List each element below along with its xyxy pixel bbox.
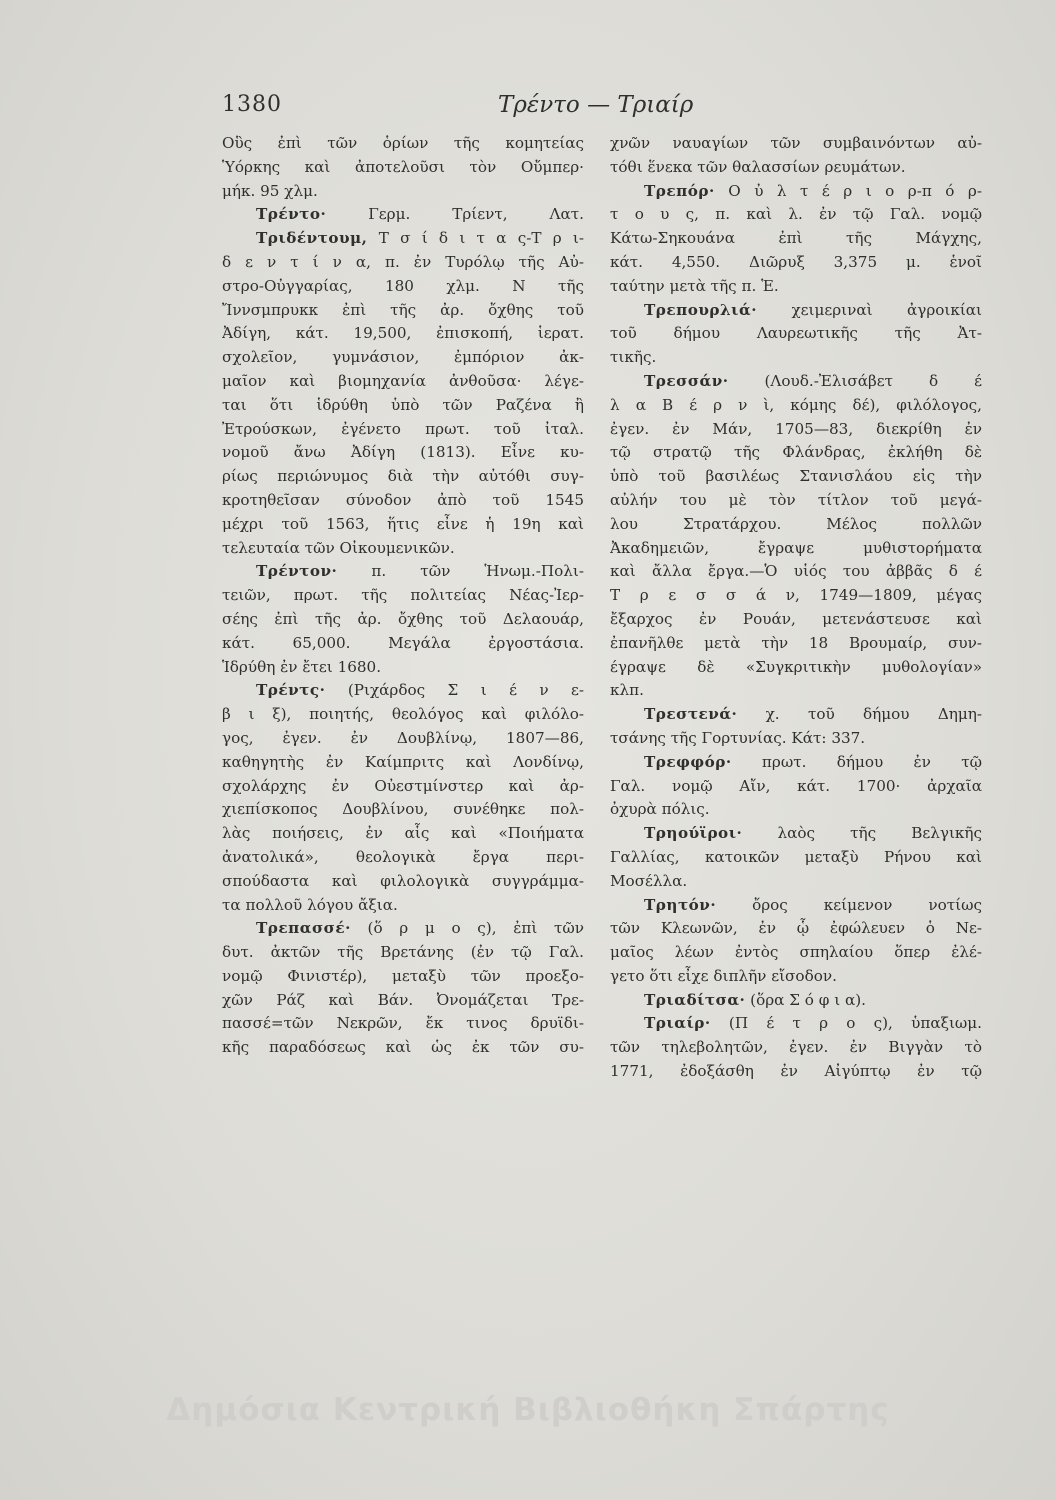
- entry-text: μαῖος λέων ἐντὸς σπηλαίου ὅπερ ἐλέ-: [610, 943, 982, 962]
- running-title: Τρέντο — Τριαίρ: [498, 92, 694, 118]
- text-line: [222, 632, 584, 656]
- entry-text: ἐγεν. ἐν Μάν, 1705—83, διεκρίθη ἐν: [610, 419, 982, 438]
- entry-text: κάτ. 65,000. Μεγάλα ἐργοστάσια.: [222, 633, 584, 652]
- entry-text: χ. τοῦ δήμου Δημη-: [737, 705, 982, 724]
- text-line: [222, 822, 584, 846]
- text-line: [610, 465, 982, 489]
- entry-headword: Τριαδίτσα·: [644, 990, 746, 1009]
- text-line: [222, 798, 584, 822]
- text-line: [222, 203, 584, 227]
- text-line: [222, 584, 584, 608]
- entry-text: μέχρι τοῦ 1563, ἥτις εἶνε ἡ 19η καὶ: [222, 514, 584, 533]
- entry-text: χιεπίσκοπος Δουβλίνου, συνέθηκε πολ-: [222, 800, 584, 819]
- text-line: [222, 608, 584, 632]
- text-line: [222, 299, 584, 323]
- entry-text: Γαλ. νομῷ Αἴν, κάτ. 1700· ἀρχαῖα: [610, 776, 982, 795]
- text-line: [610, 441, 982, 465]
- text-line: [610, 275, 982, 299]
- text-line: [610, 299, 982, 323]
- text-line: [222, 156, 584, 180]
- entry-text: (ὅ ρ μ ο ς), ἐπὶ τῶν: [350, 919, 584, 938]
- text-line: [610, 608, 982, 632]
- text-line: [222, 322, 584, 346]
- text-line: [610, 322, 982, 346]
- text-line: [610, 513, 982, 537]
- text-line: [222, 346, 584, 370]
- entry-text: ἐπανῆλθε μετὰ τὴν 18 Βρουμαίρ, συν-: [610, 633, 982, 652]
- entry-text: ὑπὸ τοῦ βασιλέως Στανισλάου εἰς τὴν: [610, 467, 982, 486]
- text-line: [610, 560, 982, 584]
- page-number: 1380: [222, 92, 282, 117]
- entry-text: Ἴννσμπρυκκ ἐπὶ τῆς ἀρ. ὄχθης τοῦ: [222, 300, 584, 319]
- text-line: [610, 965, 982, 989]
- text-line: [610, 1060, 982, 1084]
- entry-headword: Τρητόν·: [644, 895, 717, 914]
- text-line: [610, 132, 982, 156]
- text-line: [222, 441, 584, 465]
- entry-text: τειῶν, πρωτ. τῆς πολιτείας Νέας-Ἰερ-: [222, 586, 584, 605]
- text-line: [222, 180, 584, 204]
- entry-text: 1771, ἐδοξάσθη ἐν Αἰγύπτῳ ἐν τῷ: [610, 1062, 982, 1081]
- text-line: [610, 656, 982, 680]
- page-header: [222, 92, 992, 128]
- entry-text: κροτηθεῖσαν σύνοδον ἀπὸ τοῦ 1545: [222, 490, 584, 509]
- text-line: [610, 941, 982, 965]
- entry-headword: Τριδέντουμ,: [256, 229, 368, 248]
- text-line: [222, 894, 584, 918]
- text-line: [610, 537, 982, 561]
- entry-headword: Τρέντον·: [256, 562, 338, 581]
- text-line: [222, 727, 584, 751]
- entry-text: τσάνης τῆς Γορτυνίας. Κάτ: 337.: [610, 728, 866, 747]
- entry-headword: Τρέντο·: [256, 205, 327, 224]
- text-line: [610, 180, 982, 204]
- entry-text: αὐλήν του μὲ τὸν τίτλον τοῦ μεγά-: [610, 490, 982, 509]
- text-line: [610, 751, 982, 775]
- entry-text: λ α Β έ ρ ν ὶ, κόμης δέ), φιλόλογος,: [610, 395, 982, 414]
- entry-text: καὶ ἄλλα ἔργα.—Ὁ υἱός του ἀββᾶς δ έ: [610, 562, 982, 581]
- text-line: [222, 989, 584, 1013]
- entry-text: Τ σ ί δ ι τ α ς-Τ ρ ι-: [367, 229, 584, 248]
- entry-headword: Τρηούϊροι·: [644, 824, 743, 843]
- entry-text: τόθι ἕνεκα τῶν θαλασσίων ρευμάτων.: [610, 157, 906, 176]
- entry-headword: Τρέντς·: [256, 681, 326, 700]
- entry-text: λου Στρατάρχου. Μέλος πολλῶν: [610, 514, 982, 533]
- text-line: [610, 1012, 982, 1036]
- entry-text: λαὸς τῆς Βελγικῆς: [742, 824, 982, 843]
- entry-text: στρο-Οὐγγαρίας, 180 χλμ. Ν τῆς: [222, 276, 584, 295]
- entry-text: κάτ. 4,550. Διῶρυξ 3,375 μ. ἑνοῖ: [610, 252, 982, 271]
- entry-headword: Τριαίρ·: [644, 1014, 711, 1033]
- library-watermark: Δημόσια Κεντρική Βιβλιοθήκη Σπάρτης: [166, 1392, 890, 1428]
- text-line: [610, 1036, 982, 1060]
- entry-text: Ἐτρούσκων, ἐγένετο πρωτ. τοῦ ἰταλ.: [222, 419, 584, 438]
- text-line: [222, 703, 584, 727]
- text-line: [222, 537, 584, 561]
- entry-text: νομοῦ ἄνω Ἀδίγη (1813). Εἶνε κυ-: [222, 443, 584, 462]
- entry-text: ὀχυρὰ πόλις.: [610, 800, 710, 819]
- entry-text: ἔξαρχος ἐν Ρουάν, μετενάστευσε καὶ: [610, 609, 982, 628]
- entry-text: καθηγητὴς ἐν Καίμπριτς καὶ Λονδίνῳ,: [222, 752, 584, 771]
- text-line: [222, 132, 584, 156]
- entry-text: ται ὅτι ἱδρύθη ὑπὸ τῶν Ραζένα ἢ: [222, 395, 584, 414]
- entry-text: δ ε ν τ ί ν α, π. ἐν Τυρόλῳ τῆς Αὐ-: [222, 252, 584, 271]
- text-line: [222, 227, 584, 251]
- left-column: [222, 132, 584, 1060]
- entry-text: γος, ἐγεν. ἐν Δουβλίνῳ, 1807—86,: [222, 728, 584, 747]
- entry-text: Ἀδίγη, κάτ. 19,500, ἐπισκοπή, ἱερατ.: [222, 324, 584, 343]
- text-line: [610, 727, 982, 751]
- entry-headword: Τρεπόρ·: [644, 181, 715, 200]
- entry-text: Οὓς ἐπὶ τῶν ὁρίων τῆς κομητείας: [222, 134, 584, 152]
- entry-text: Ἀκαδημειῶν, ἔγραψε μυθιστορήματα: [610, 538, 982, 557]
- entry-text: λὰς ποιήσεις, ἐν αἷς καὶ «Ποιήματα: [222, 824, 584, 843]
- entry-text: τῷ στρατῷ τῆς Φλάνδρας, ἐκλήθη δὲ: [610, 443, 982, 462]
- text-line: [610, 989, 982, 1013]
- entry-text: Ο ὐ λ τ έ ρ ι ο ρ-π ό ρ-: [714, 181, 982, 200]
- entry-text: Γαλλίας, κατοικῶν μεταξὺ Ρήνου καὶ: [610, 847, 982, 866]
- text-line: [610, 227, 982, 251]
- text-line: [610, 822, 982, 846]
- entry-text: κλπ.: [610, 681, 644, 700]
- entry-text: πασσέ=τῶν Νεκρῶν, ἔκ τινος δρυϊδι-: [222, 1014, 584, 1033]
- text-line: [222, 513, 584, 537]
- entry-headword: Τρεστενά·: [644, 705, 738, 724]
- entry-text: έγραψε δὲ «Συγκριτικὴν μυθολογίαν»: [610, 657, 982, 676]
- text-line: [222, 679, 584, 703]
- entry-headword: Τρεπασσέ·: [256, 919, 351, 938]
- text-line: [610, 584, 982, 608]
- text-line: [222, 465, 584, 489]
- entry-headword: Τρεσσάν·: [644, 371, 729, 390]
- text-line: [610, 798, 982, 822]
- entry-text: ταύτην μετὰ τῆς π. Ἑ.: [610, 276, 779, 295]
- text-line: [222, 965, 584, 989]
- entry-text: Ἱδρύθη ἐν ἔτει 1680.: [222, 657, 382, 676]
- text-line: [610, 917, 982, 941]
- entry-text: χνῶν ναυαγίων τῶν συμβαινόντων αὐ-: [610, 134, 982, 152]
- text-line: [610, 703, 982, 727]
- text-line: [222, 251, 584, 275]
- entry-text: (Π έ τ ρ ο ς), ὑπαξιωμ.: [710, 1014, 982, 1033]
- text-line: [222, 870, 584, 894]
- entry-text: τῶν Κλεωνῶν, ἐν ᾧ ἐφώλευεν ὁ Νε-: [610, 919, 982, 938]
- text-line: [610, 418, 982, 442]
- entry-text: μήκ. 95 χλμ.: [222, 181, 318, 200]
- text-line: [610, 156, 982, 180]
- entry-text: (ὅρα Σ ό φ ι α).: [745, 990, 867, 1009]
- entry-text: σέης ἐπὶ τῆς ἀρ. ὄχθης τοῦ Δελαουάρ,: [222, 609, 584, 628]
- entry-text: τα πολλοῦ λόγου ἄξια.: [222, 895, 398, 914]
- text-line: [610, 394, 982, 418]
- entry-text: ρίως περιώνυμος διὰ τὴν αὐτόθι συγ-: [222, 467, 584, 486]
- entry-text: Ὑόρκης καὶ ἀποτελοῦσι τὸν Οὔμπερ·: [222, 157, 584, 176]
- text-line: [222, 941, 584, 965]
- entry-text: τελευταία τῶν Οἰκουμενικῶν.: [222, 538, 455, 557]
- text-line: [222, 489, 584, 513]
- text-line: [610, 775, 982, 799]
- entry-text: σχολεῖον, γυμνάσιον, ἐμπόριον ἀκ-: [222, 348, 584, 367]
- text-line: [222, 560, 584, 584]
- text-line: [222, 1012, 584, 1036]
- entry-text: β ι ξ), ποιητής, θεολόγος καὶ φιλόλο-: [222, 705, 584, 724]
- text-line: [610, 489, 982, 513]
- entry-text: (Λουδ.-Ἐλισάβετ δ έ: [728, 371, 982, 390]
- text-line: [222, 917, 584, 941]
- entry-text: σχολάρχης ἐν Οὐεστμίνστερ καὶ ἀρ-: [222, 776, 584, 795]
- entry-text: Γερμ. Τρίεντ, Λατ.: [326, 205, 584, 224]
- text-line: [222, 751, 584, 775]
- entry-text: Τ ρ ε σ σ ά ν, 1749—1809, μέγας: [610, 586, 982, 605]
- text-line: [610, 894, 982, 918]
- entry-text: τ ο υ ς, π. καὶ λ. ἐν τῷ Γαλ. νομῷ: [610, 205, 982, 224]
- text-line: [222, 775, 584, 799]
- text-line: [222, 275, 584, 299]
- entry-text: τοῦ δήμου Λαυρεωτικῆς τῆς Ἀτ-: [610, 324, 982, 343]
- text-line: [610, 370, 982, 394]
- entry-text: μαῖον καὶ βιομηχανία ἀνθοῦσα· λέγε-: [222, 371, 584, 390]
- text-line: [222, 1036, 584, 1060]
- text-line: [222, 418, 584, 442]
- text-line: [610, 679, 982, 703]
- entry-text: δυτ. ἀκτῶν τῆς Βρετάνης (ἐν τῷ Γαλ.: [222, 943, 584, 962]
- entry-text: ὄρος κείμενον νοτίως: [716, 895, 982, 914]
- text-line: [610, 870, 982, 894]
- text-line: [610, 203, 982, 227]
- entry-text: χῶν Ράζ καὶ Βάν. Ὀνομάζεται Τρε-: [222, 990, 584, 1009]
- text-line: [222, 370, 584, 394]
- text-line: [610, 346, 982, 370]
- text-line: [610, 846, 982, 870]
- text-line: [222, 846, 584, 870]
- text-line: [610, 251, 982, 275]
- entry-text: ἀνατολικά», θεολογικὰ ἔργα περι-: [222, 847, 584, 866]
- right-column: [610, 132, 982, 1084]
- entry-text: χειμεριναὶ ἀγροικίαι: [757, 300, 982, 319]
- entry-text: πρωτ. δήμου ἐν τῷ: [731, 752, 982, 771]
- entry-text: π. τῶν Ἡνωμ.-Πολι-: [337, 562, 584, 581]
- entry-text: Μοσέλλα.: [610, 871, 688, 890]
- text-line: [222, 394, 584, 418]
- entry-text: γετο ὅτι εἶχε διπλῆν εἴσοδον.: [610, 966, 837, 985]
- text-line: [610, 632, 982, 656]
- entry-text: κῆς παραδόσεως καὶ ὡς ἐκ τῶν συ-: [222, 1038, 584, 1057]
- entry-headword: Τρεφφόρ·: [644, 752, 732, 771]
- entry-text: νομῷ Φινιστέρ), μεταξὺ τῶν προεξο-: [222, 966, 584, 985]
- entry-text: τικῆς.: [610, 348, 657, 367]
- entry-text: (Ριχάρδος Σ ι έ ν ε-: [325, 681, 584, 700]
- entry-headword: Τρεπουρλιά·: [644, 300, 757, 319]
- entry-text: τῶν τηλεβολητῶν, ἐγεν. ἐν Βιγγὰν τὸ: [610, 1038, 982, 1057]
- text-line: [222, 656, 584, 680]
- entry-text: σπούδαστα καὶ φιλολογικὰ συγγράμμα-: [222, 871, 584, 890]
- entry-text: Κάτω-Σηκουάνα ἐπὶ τῆς Μάγχης,: [610, 229, 982, 248]
